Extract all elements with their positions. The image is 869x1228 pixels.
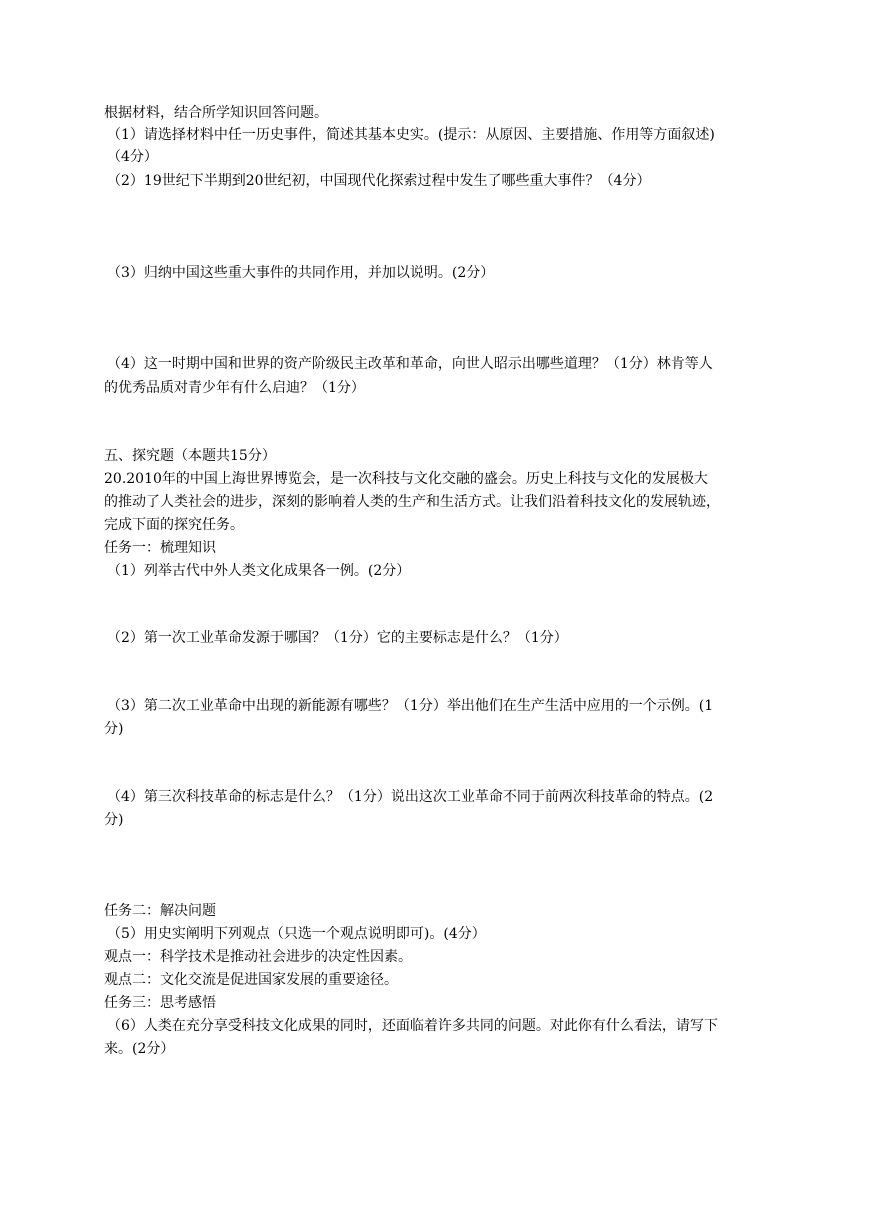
task-3-question-6-line1: （6）人类在充分享受科技文化成果的同时，还面临着许多共同的问题。对此你有什么看法，请写下 (107, 1018, 718, 1034)
task-2-heading: 任务二：解决问题 (104, 903, 216, 919)
task-1-question-1: （1）列举古代中外人类文化成果各一例。(2分） (107, 563, 411, 579)
question-4-4-line2: 的优秀品质对青少年有什么启迪？（1分） (104, 380, 365, 396)
question-4-2: （2）19世纪下半期到20世纪初，中国现代化探索过程中发生了哪些重大事件？（4分） (107, 173, 651, 189)
question-20-line3: 完成下面的探究任务。 (104, 517, 244, 533)
task-3-heading: 任务三：思考感悟 (104, 995, 216, 1011)
task-1-heading: 任务一：梳理知识 (104, 540, 216, 556)
task-1-question-3-line2: 分) (104, 721, 124, 737)
question-4-3: （3）归纳中国这些重大事件的共同作用，并加以说明。(2分） (107, 265, 495, 281)
material-intro: 根据材料，结合所学知识回答问题。 (104, 105, 328, 121)
viewpoint-2: 观点二：文化交流是促进国家发展的重要途径。 (104, 972, 398, 988)
question-20-line2: 的推动了人类社会的进步，深刻的影响着人类的生产和生活方式。让我们沿着科技文化的发展轨迹， (104, 494, 720, 510)
question-4-1-score: （4分） (107, 149, 158, 165)
task-1-question-4-line1: （4）第三次科技革命的标志是什么？（1分）说出这次工业革命不同于前两次科技革命的特点。(2 (107, 789, 714, 805)
question-4-4-line1: （4）这一时期中国和世界的资产阶级民主改革和革命，向世人昭示出哪些道理？（1分）林肯等人 (107, 356, 713, 372)
task-2-question-5: （5）用史实阐明下列观点（只选一个观点说明即可)。(4分） (107, 926, 486, 942)
section-5-heading: 五、探究题（本题共15分） (104, 448, 276, 464)
question-20-line1: 20.2010年的中国上海世界博览会，是一次科技与文化交融的盛会。历史上科技与文化的发展极大 (104, 471, 708, 487)
task-1-question-3-line1: （3）第二次工业革命中出现的新能源有哪些？（1分）举出他们在生产生活中应用的一个示例。(1 (107, 698, 714, 714)
task-1-question-4-line2: 分) (104, 812, 124, 828)
viewpoint-1: 观点一：科学技术是推动社会进步的决定性因素。 (104, 949, 412, 965)
question-4-1: （1）请选择材料中任一历史事件，简述其基本史实。(提示：从原因、主要措施、作用等方面叙述) (107, 127, 715, 143)
task-1-question-2: （2）第一次工业革命发源于哪国？（1分）它的主要标志是什么？（1分） (107, 630, 568, 646)
task-3-question-6-line2: 来。(2分） (104, 1041, 175, 1057)
